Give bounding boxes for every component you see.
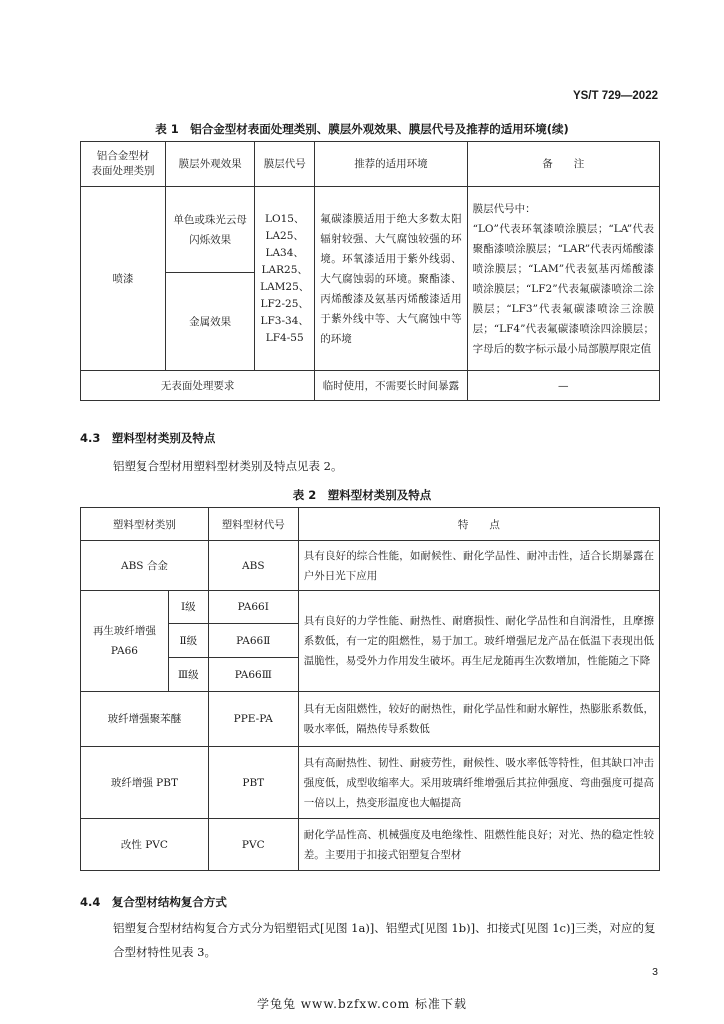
table1-caption: 表 1 铝合金型材表面处理类别、膜层外观效果、膜层代号及推荐的适用环境(续)	[155, 122, 569, 136]
table1-category-cell: 喷漆	[81, 187, 166, 371]
table1-header-row	[81, 142, 660, 187]
page-number: 3	[652, 966, 658, 978]
table2-features-cell: 具有无卤阻燃性，较好的耐热性，耐化学品性和耐水解性，热膨胀系数低，吸水率低，隔热传导系数低	[298, 692, 659, 747]
table2-header-category: 塑料型材类别	[81, 508, 209, 541]
table-row	[81, 187, 660, 273]
section-4-4-text	[80, 916, 662, 964]
standard-number: YS/T 729—2022	[572, 90, 658, 102]
table2-features-cell: 具有高耐热性、韧性、耐疲劳性，耐候性、吸水率低等特性，但其缺口冲击强度低，成型收缩率大。采用玻璃纤维增强后其拉伸强度、弯曲强度可提高一倍以上，热变形温度也大幅提高	[298, 747, 659, 819]
table-row	[81, 819, 660, 871]
table2-category-cell: ABS 合金	[81, 541, 209, 591]
table1-remarks-cell: 膜层代号中： “LO”代表环氧漆喷涂膜层；“LA”代表聚酯漆喷涂膜层；“LAR”代表丙烯酸漆喷涂膜层；“LAM”代表氨基丙烯酸漆喷涂膜层；“LF2”代表氟碳漆喷涂二涂膜层；“LF3”代表氟碳漆喷涂三涂膜层；“LF4”代表氟碳漆喷涂四涂膜层；字母后的数字标示最小局部膜厚限定值	[467, 187, 659, 371]
table1-header-environment: 推荐的适用环境	[315, 142, 467, 187]
table1-environment-cell: 氟碳漆膜适用于绝大多数太阳辐射较强、大气腐蚀较强的环境。环氧漆适用于紫外线弱、大气腐蚀弱的环境。聚酯漆、丙烯酸漆及氨基丙烯酸漆适用于紫外线中等、大气腐蚀中等的环境	[315, 187, 467, 371]
table2-category-cell: 玻纤增强聚苯醚	[81, 692, 209, 747]
table1-effect-cell: 金属效果	[166, 273, 255, 371]
table1-effect-cell: 单色或珠光云母 闪烁效果	[166, 187, 255, 273]
paragraph: 铝塑复合型材结构复合方式分为铝塑铝式[见图 1a)]、铝塑式[见图 1b)]、扣接式[见图 1c)]三类，对应的复合型材特性见表 3。	[113, 921, 656, 959]
table2-code-cell: PVC	[208, 819, 298, 871]
table1-category-cell: 无表面处理要求	[81, 371, 315, 401]
section-4-3-text	[80, 454, 662, 478]
table-row	[81, 747, 660, 819]
table2-grade-cell: Ⅰ级	[168, 591, 208, 624]
table2-features-cell: 耐化学品性高、机械强度及电绝缘性、阻燃性能良好；对光、热的稳定性较差。主要用于扣接式铝塑复合型材	[298, 819, 659, 871]
table2-code-cell: PBT	[208, 747, 298, 819]
table-row	[81, 541, 660, 591]
table-row	[81, 692, 660, 747]
table2-code-cell: PA66Ⅲ	[208, 658, 298, 692]
table2-header-row	[81, 508, 660, 541]
table1-header-effect: 膜层外观效果	[166, 142, 255, 187]
section-4-3-title: 4.3 塑料型材类别及特点	[80, 431, 216, 445]
table-row	[81, 591, 660, 624]
table2-category-cell: 改性 PVC	[81, 819, 209, 871]
table2-grade-cell: Ⅲ级	[168, 658, 208, 692]
table2-code-cell: ABS	[208, 541, 298, 591]
footer-watermark: 学兔兔 www.bzfxw.com 标准下载	[256, 997, 468, 1011]
paragraph: 铝塑复合型材用塑料型材类别及特点见表 2。	[113, 459, 343, 473]
table1-code-cell: LO15、 LA25、 LA34、 LAR25、 LAM25、 LF2-25、 LF3-34、 LF4-55	[255, 187, 315, 371]
table1	[80, 141, 660, 401]
table2	[80, 507, 660, 871]
table2-category-cell: 玻纤增强 PBT	[81, 747, 209, 819]
table-row	[81, 371, 660, 401]
table1-header-code: 膜层代号	[255, 142, 315, 187]
table2-caption: 表 2 塑料型材类别及特点	[292, 488, 432, 502]
table2-code-cell: PA66Ⅱ	[208, 624, 298, 658]
table1-remarks-cell: —	[467, 371, 659, 401]
table2-features-cell: 具有良好的力学性能、耐热性、耐磨损性、耐化学品性和自润滑性，且摩擦系数低，有一定的阻燃性，易于加工。玻纤增强尼龙产品在低温下表现出低温脆性，易受外力作用发生破坏。再生尼龙随再生次数增加，性能随之下降	[298, 591, 659, 692]
section-4-4-title: 4.4 复合型材结构复合方式	[80, 895, 227, 909]
table2-features-cell: 具有良好的综合性能，如耐候性、耐化学品性、耐冲击性，适合长期暴露在户外日光下应用	[298, 541, 659, 591]
table2-category-cell: 再生玻纤增强 PA66	[81, 591, 169, 692]
table2-code-cell: PPE-PA	[208, 692, 298, 747]
table2-header-features: 特 点	[298, 508, 659, 541]
table1-environment-cell: 临时使用，不需要长时间暴露	[315, 371, 467, 401]
table2-header-code: 塑料型材代号	[208, 508, 298, 541]
table2-code-cell: PA66Ⅰ	[208, 591, 298, 624]
table1-header-category: 铝合金型材 表面处理类别	[81, 142, 166, 187]
table1-header-remarks: 备 注	[467, 142, 659, 187]
table2-grade-cell: Ⅱ级	[168, 624, 208, 658]
